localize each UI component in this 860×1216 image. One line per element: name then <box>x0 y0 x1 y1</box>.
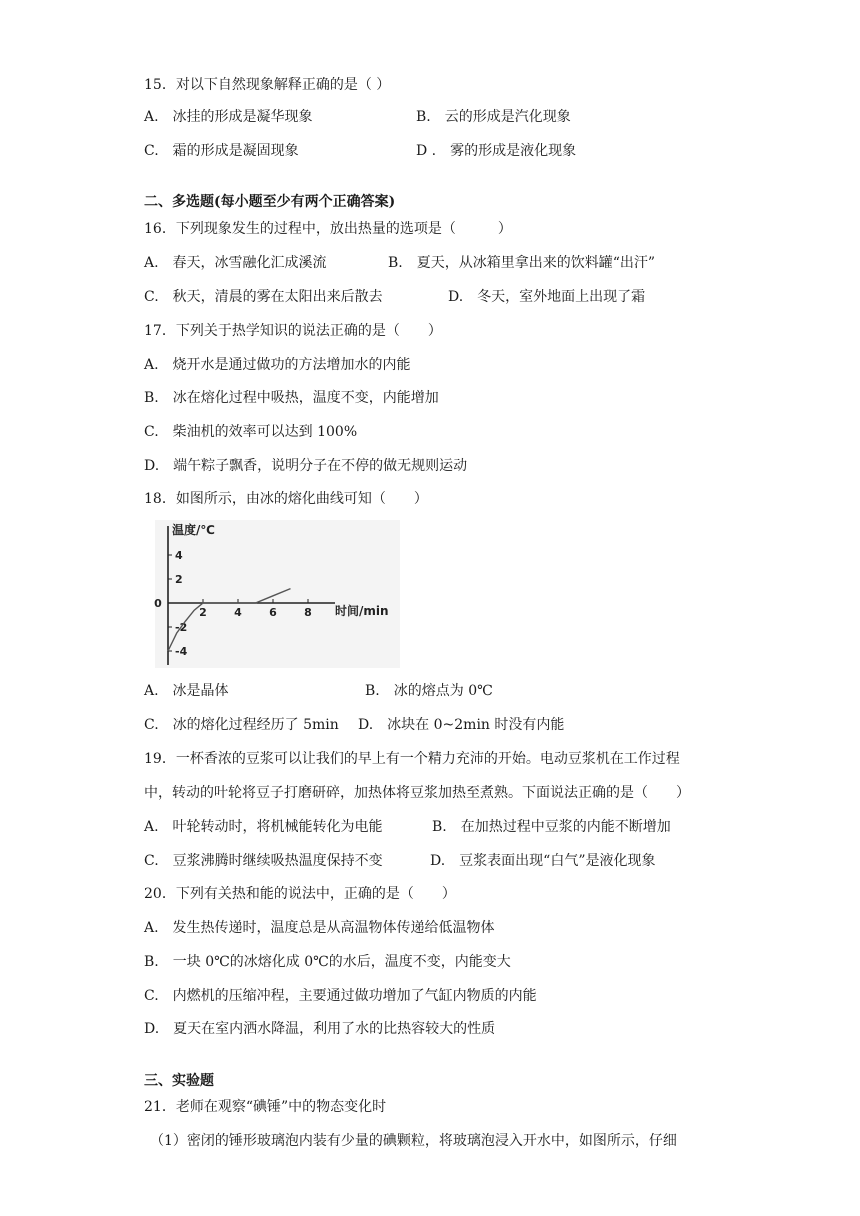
x-axis-label: 时间/min <box>335 604 389 618</box>
section-experiment-heading: 三、实验题 <box>144 1073 214 1089</box>
x-tick-label: 2 <box>199 606 207 619</box>
q19-option-c: C. 豆浆沸腾时继续吸热温度保持不变 <box>144 853 383 869</box>
x-tick-label: 4 <box>234 606 242 619</box>
y-tick-label: 4 <box>175 549 183 562</box>
y-axis-label: 温度/℃ <box>172 523 215 537</box>
q20-option-d: D. 夏天在室内洒水降温，利用了水的比热容较大的性质 <box>144 1021 496 1037</box>
q15-option-d: D . 雾的形成是液化现象 <box>416 143 577 159</box>
section-multiple-choice-heading: 二、多选题(每小题至少有两个正确答案) <box>144 194 396 210</box>
q17-stem: 17．下列关于热学知识的说法正确的是（ ） <box>144 323 442 339</box>
y-tick-label: -2 <box>175 621 188 634</box>
q15-option-b: B. 云的形成是汽化现象 <box>416 109 571 125</box>
q15-option-c: C. 霜的形成是凝固现象 <box>144 143 299 159</box>
q18-stem: 18．如图所示，由冰的熔化曲线可知（ ） <box>144 491 428 507</box>
q17-option-d: D. 端午粽子飘香，说明分子在不停的做无规则运动 <box>144 458 468 474</box>
x-tick-label: 8 <box>304 606 312 619</box>
q18-option-b: B. 冰的熔点为 0℃ <box>365 683 493 699</box>
ice-melting-curve-graph <box>155 520 400 668</box>
q15-stem: 15．对以下自然现象解释正确的是（ ） <box>144 77 391 93</box>
q20-option-c: C. 内燃机的压缩冲程，主要通过做功增加了气缸内物质的内能 <box>144 988 537 1004</box>
x-tick-label: 6 <box>269 606 277 619</box>
q17-option-b: B. 冰在熔化过程中吸热，温度不变，内能增加 <box>144 390 439 406</box>
q18-option-d: D. 冰块在 0~2min 时没有内能 <box>358 717 565 733</box>
q21-stem: 21．老师在观察“碘锤”中的物态变化时 <box>144 1099 387 1115</box>
y-tick-label: -4 <box>175 645 188 658</box>
q16-option-b: B. 夏天，从冰箱里拿出来的饮料罐“出汗” <box>388 255 656 271</box>
q20-option-b: B. 一块 0℃的冰熔化成 0℃的水后，温度不变，内能变大 <box>144 954 511 970</box>
q15-option-a: A. 冰挂的形成是凝华现象 <box>144 109 313 125</box>
q16-option-d: D. 冬天，室外地面上出现了霜 <box>448 289 646 305</box>
q19-stem-line1: 19．一杯香浓的豆浆可以让我们的早上有一个精力充沛的开始。电动豆浆机在工作过程 <box>144 751 680 767</box>
q18-option-a: A. 冰是晶体 <box>144 683 229 699</box>
q19-option-b: B. 在加热过程中豆浆的内能不断增加 <box>432 819 671 835</box>
q19-stem-line2: 中，转动的叶轮将豆子打磨研碎，加热体将豆浆加热至煮熟。下面说法正确的是（ ） <box>144 785 690 801</box>
q20-stem: 20．下列有关热和能的说法中，正确的是（ ） <box>144 886 456 902</box>
q20-option-a: A. 发生热传递时，温度总是从高温物体传递给低温物体 <box>144 920 495 936</box>
q19-option-d: D. 豆浆表面出现“白气”是液化现象 <box>430 853 656 869</box>
q16-stem: 16．下列现象发生的过程中，放出热量的选项是（ ） <box>144 221 512 237</box>
q19-option-a: A. 叶轮转动时，将机械能转化为电能 <box>144 819 383 835</box>
q17-option-a: A. 烧开水是通过做功的方法增加水的内能 <box>144 357 411 373</box>
q17-option-c: C. 柴油机的效率可以达到 100% <box>144 424 358 440</box>
q16-option-a: A. 春天，冰雪融化汇成溪流 <box>144 255 327 271</box>
q16-option-c: C. 秋天，清晨的雾在太阳出来后散去 <box>144 289 383 305</box>
y-tick-label: 2 <box>175 573 183 586</box>
tick-label: 0 <box>154 597 162 610</box>
q21-part1: （1）密闭的锤形玻璃泡内装有少量的碘颗粒，将玻璃泡浸入开水中，如图所示，仔细 <box>150 1133 677 1149</box>
q18-option-c: C. 冰的熔化过程经历了 5min <box>144 717 339 733</box>
